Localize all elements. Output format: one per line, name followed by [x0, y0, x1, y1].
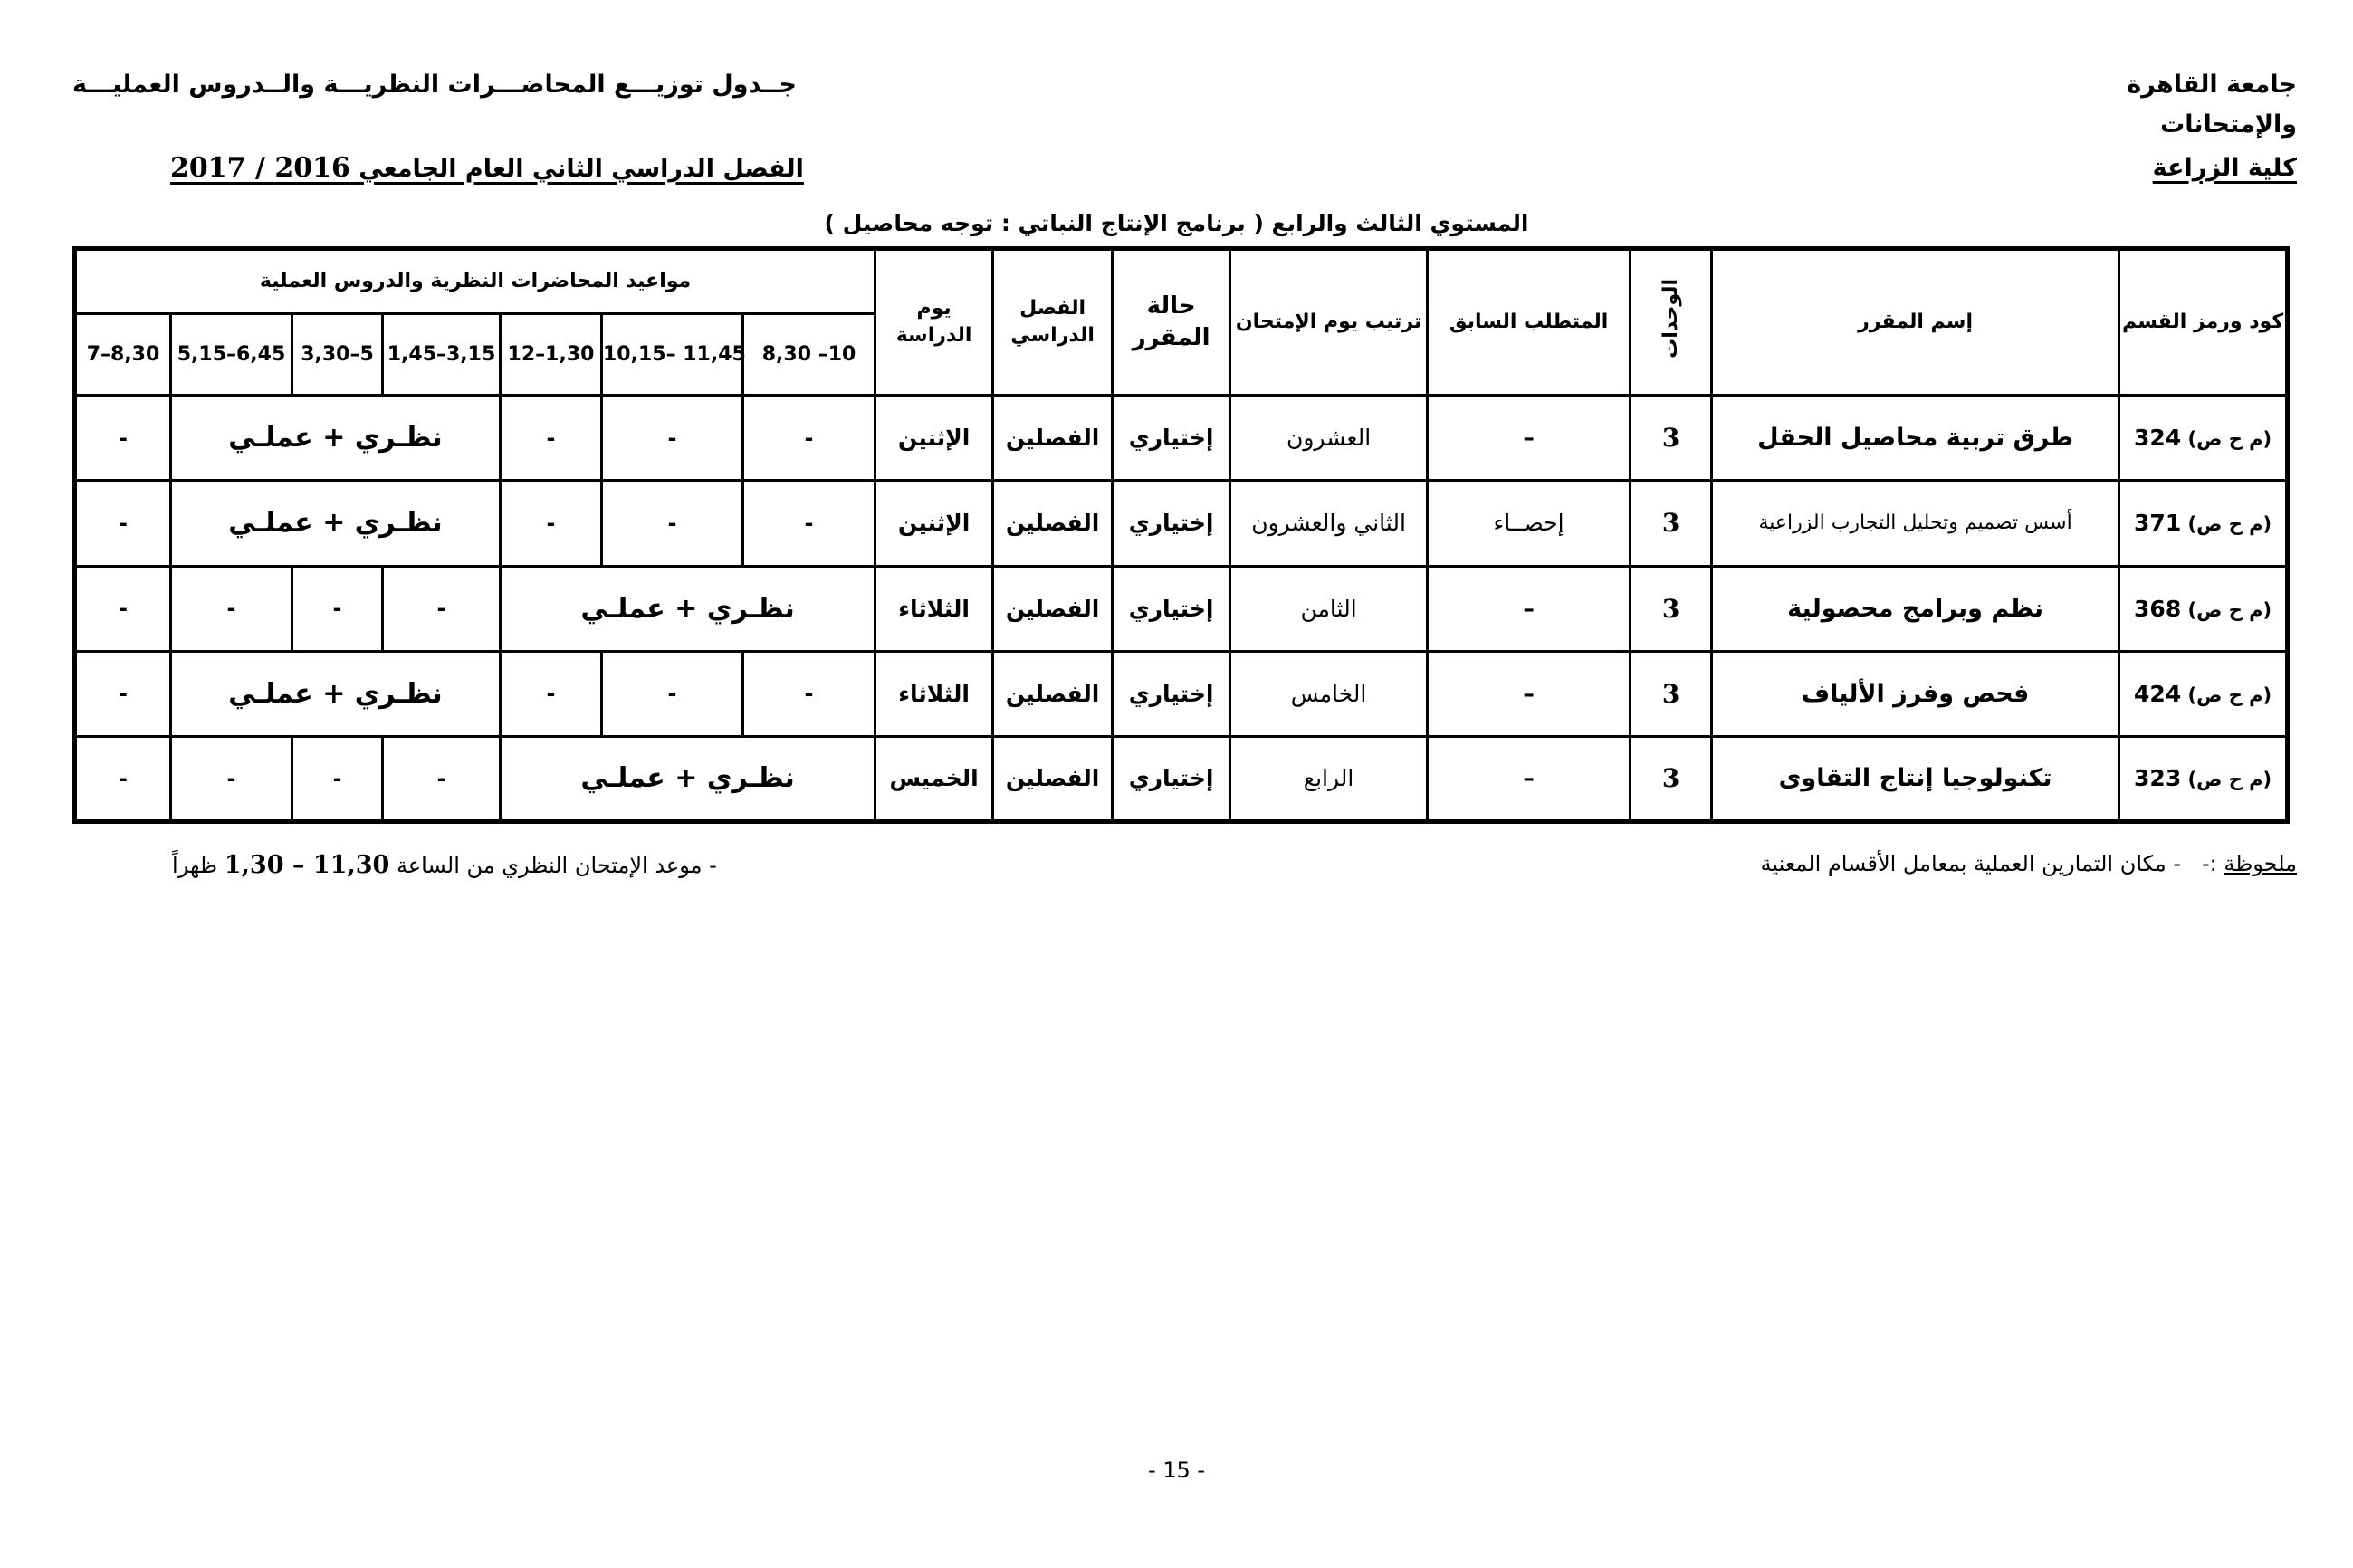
- units-cell: 3: [1631, 736, 1712, 821]
- page-title: جــدول توزيـــع المحاضـــرات النظريـــة والــدروس العمليـــة: [72, 71, 798, 99]
- exam-order-cell: الرابع: [1230, 736, 1428, 821]
- table-row: [75, 396, 2288, 481]
- course-name-cell: فحص وفرز الألياف: [1712, 651, 2119, 736]
- slot-cell-theory-practical: نظـري + عملـي: [171, 396, 501, 481]
- prerequisite-cell: –: [1428, 396, 1631, 481]
- time-slot-header: 12–1,30: [501, 314, 602, 396]
- exam-time-prefix: - موعد الإمتحان النظري من الساعة: [396, 853, 717, 878]
- code-cell: [2119, 651, 2288, 736]
- time-slot-header: 5,15–6,45: [171, 314, 292, 396]
- prerequisite-cell: –: [1428, 566, 1631, 651]
- semester-header: الفصل الدراسي: [993, 249, 1113, 396]
- slot-cell: -: [501, 651, 602, 736]
- slot-cell: -: [743, 651, 875, 736]
- slot-cell: -: [501, 396, 602, 481]
- slot-cell-theory-practical: نظـري + عملـي: [501, 566, 875, 651]
- slot-cell: -: [171, 566, 292, 651]
- dept-code: (م ح ص): [2187, 428, 2272, 451]
- study-day-cell: الإثنين: [875, 396, 993, 481]
- time-slot-header: 7–8,30: [75, 314, 171, 396]
- code-cell: [2119, 566, 2288, 651]
- semester-cell: الفصلين: [993, 566, 1113, 651]
- status-cell: إختياري: [1113, 736, 1230, 821]
- status-cell: إختياري: [1113, 396, 1230, 481]
- semester-cell: الفصلين: [993, 736, 1113, 821]
- code-header: كود ورمز القسم: [2119, 249, 2288, 396]
- prerequisite-header: المتطلب السابق: [1428, 249, 1631, 396]
- units-header: [1631, 249, 1712, 396]
- course-number: 323: [2134, 765, 2182, 792]
- exams-label: والإمتحانات: [2160, 110, 2297, 139]
- course-name-header: إسم المقرر: [1712, 249, 2119, 396]
- schedule-table: [72, 246, 2290, 824]
- slot-cell-theory-practical: نظـري + عملـي: [501, 736, 875, 821]
- slot-cell-theory-practical: نظـري + عملـي: [171, 651, 501, 736]
- exam-order-header: ترتيب يوم الإمتحان: [1230, 249, 1428, 396]
- header-row-1: [75, 249, 2288, 314]
- study-day-cell: الثلاثاء: [875, 566, 993, 651]
- exam-order-cell: الخامس: [1230, 651, 1428, 736]
- slot-cell: -: [292, 736, 383, 821]
- note-exam-time: [172, 851, 717, 879]
- table-row: [75, 651, 2288, 736]
- exam-order-cell: الثامن: [1230, 566, 1428, 651]
- note-practical: [1760, 851, 2297, 876]
- slot-cell: -: [602, 481, 743, 566]
- exam-time-suffix: ظهراً: [172, 853, 218, 878]
- note-label-suffix: :-: [2201, 851, 2224, 876]
- time-slot-header: 8,30 –10: [743, 314, 875, 396]
- study-day-cell: الثلاثاء: [875, 651, 993, 736]
- dept-code: (م ح ص): [2187, 598, 2272, 621]
- table-row: [75, 736, 2288, 821]
- semester-cell: الفصلين: [993, 651, 1113, 736]
- semester-line: [170, 152, 804, 184]
- schedule-group-header: مواعيد المحاضرات النظرية والدروس العملية: [75, 249, 875, 314]
- exam-order-cell: العشرون: [1230, 396, 1428, 481]
- time-slot-header: 1,45–3,15: [383, 314, 501, 396]
- status-cell: إختياري: [1113, 651, 1230, 736]
- status-cell: إختياري: [1113, 481, 1230, 566]
- note-label: ملحوظة: [2224, 851, 2297, 876]
- slot-cell: -: [75, 396, 171, 481]
- slot-cell: -: [75, 566, 171, 651]
- units-cell: 3: [1631, 651, 1712, 736]
- faculty-name: كلية الزراعة: [2152, 154, 2297, 182]
- slot-cell: -: [501, 481, 602, 566]
- dept-code: (م ح ص): [2187, 769, 2272, 791]
- study-day-header: يوم الدراسة: [875, 249, 993, 396]
- code-cell: [2119, 736, 2288, 821]
- units-cell: 3: [1631, 566, 1712, 651]
- slot-cell: -: [602, 651, 743, 736]
- status-cell: إختياري: [1113, 566, 1230, 651]
- course-name-cell: نظم وبرامج محصولية: [1712, 566, 2119, 651]
- table-row: [75, 566, 2288, 651]
- course-name-cell: طرق تربية محاصيل الحقل: [1712, 396, 2119, 481]
- exam-order-cell: الثاني والعشرون: [1230, 481, 1428, 566]
- prerequisite-cell: إحصــاء: [1428, 481, 1631, 566]
- slot-cell: -: [383, 736, 501, 821]
- slot-cell: -: [75, 481, 171, 566]
- time-slot-header: 10,15– 11,45: [602, 314, 743, 396]
- slot-cell: -: [75, 651, 171, 736]
- slot-cell: -: [602, 396, 743, 481]
- slot-cell: -: [743, 396, 875, 481]
- practical-location-note: - مكان التمارين العملية بمعامل الأقسام المعنية: [1760, 851, 2182, 876]
- academic-years: 2016 / 2017: [170, 152, 350, 184]
- table-row: [75, 481, 2288, 566]
- slot-cell: -: [292, 566, 383, 651]
- prerequisite-cell: –: [1428, 736, 1631, 821]
- study-day-cell: الإثنين: [875, 481, 993, 566]
- slot-cell: -: [743, 481, 875, 566]
- semester-cell: الفصلين: [993, 396, 1113, 481]
- course-number: 368: [2134, 595, 2182, 622]
- code-cell: [2119, 481, 2288, 566]
- units-cell: 3: [1631, 481, 1712, 566]
- slot-cell: -: [171, 736, 292, 821]
- study-day-cell: الخميس: [875, 736, 993, 821]
- units-header-label: الوحدات: [1659, 278, 1682, 359]
- time-slot-header: 3,30–5: [292, 314, 383, 396]
- exam-time-value: 11,30 – 1,30: [224, 851, 390, 879]
- semester-prefix: الفصل الدراسي الثاني العام الجامعي: [359, 155, 804, 183]
- dept-code: (م ح ص): [2187, 684, 2272, 706]
- course-number: 371: [2134, 510, 2182, 537]
- slot-cell-theory-practical: نظـري + عملـي: [171, 481, 501, 566]
- page-number: - 15 -: [1147, 1458, 1206, 1483]
- program-subtitle: المستوي الثالث والرابع ( برنامج الإنتاج النباتي : توجه محاصيل ): [824, 210, 1529, 236]
- university-name: جامعة القاهرة: [2127, 71, 2297, 99]
- course-name-cell: أسس تصميم وتحليل التجارب الزراعية: [1712, 481, 2119, 566]
- slot-cell: -: [75, 736, 171, 821]
- course-status-header: حالة المقرر: [1113, 249, 1230, 396]
- units-cell: 3: [1631, 396, 1712, 481]
- dept-code: (م ح ص): [2187, 513, 2272, 536]
- course-name-cell: تكنولوجيا إنتاج التقاوى: [1712, 736, 2119, 821]
- course-number: 324: [2134, 425, 2182, 452]
- slot-cell: -: [383, 566, 501, 651]
- semester-cell: الفصلين: [993, 481, 1113, 566]
- code-cell: [2119, 396, 2288, 481]
- course-number: 424: [2134, 680, 2182, 707]
- prerequisite-cell: –: [1428, 651, 1631, 736]
